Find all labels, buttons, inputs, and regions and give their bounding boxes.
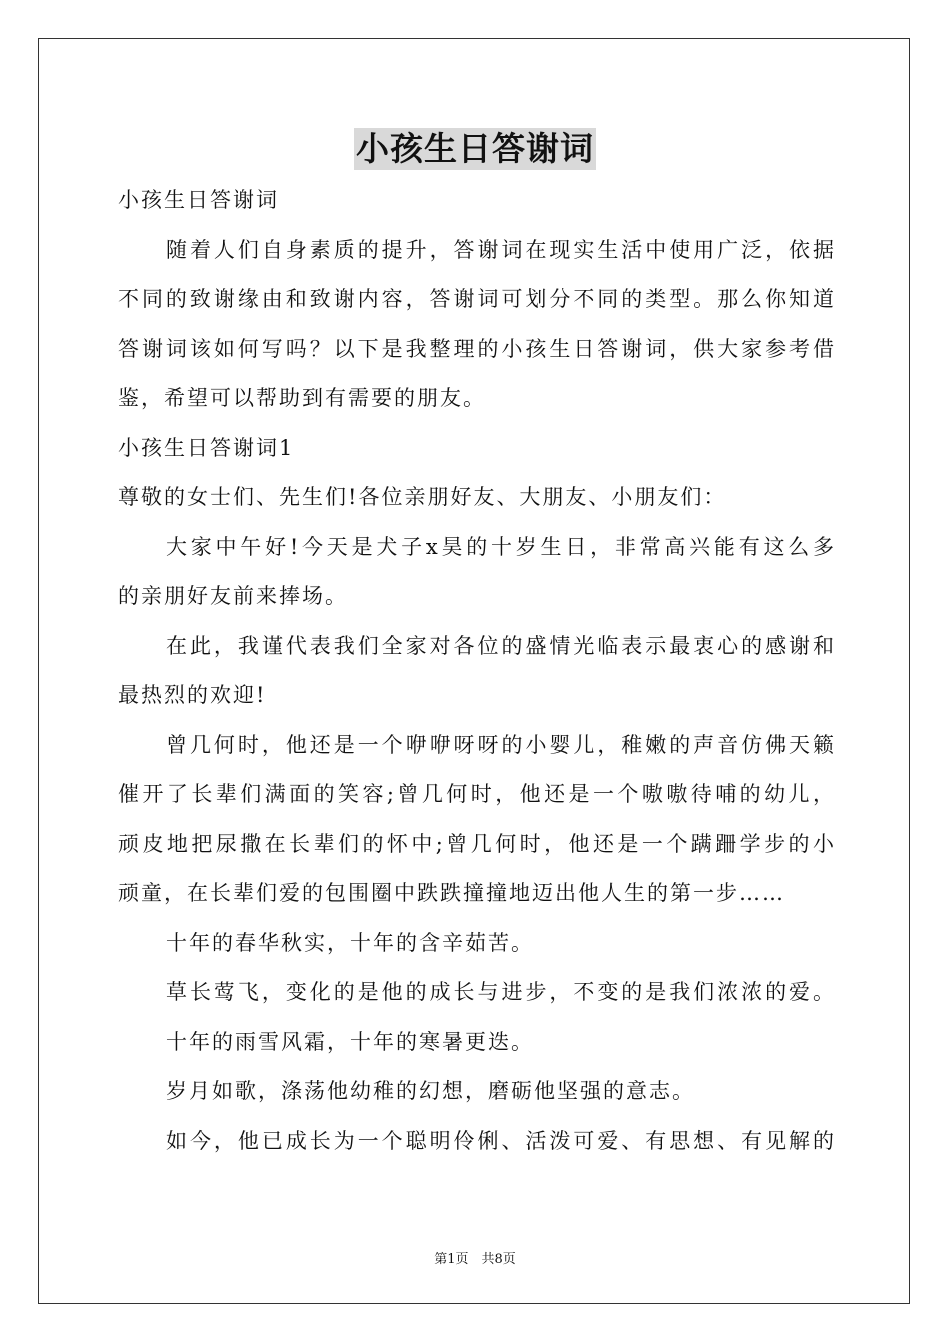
- document-title: [0, 128, 950, 170]
- paragraph-line: 随着人们自身素质的提升，答谢词在现实生活中使用广泛，依据: [166, 237, 834, 262]
- paragraph-line: 曾几何时，他还是一个咿咿呀呀的小婴儿，稚嫩的声音仿佛天籁: [166, 732, 834, 757]
- page-number-footer: 第1页 共8页: [434, 1252, 516, 1267]
- paragraph-line: 大家中午好!今天是犬子x昊的十岁生日，非常高兴能有这么多: [166, 534, 834, 559]
- paragraph-line: 草长莺飞，变化的是他的成长与进步，不变的是我们浓浓的爱。: [166, 980, 834, 1004]
- paragraph-line: 答谢词该如何写吗？以下是我整理的小孩生日答谢词，供大家参考借: [118, 336, 834, 361]
- paragraph-line: 的亲朋好友前来捧场。: [118, 584, 348, 608]
- paragraph-line: 最热烈的欢迎!: [118, 683, 267, 707]
- paragraph-line: 如今，他已成长为一个聪明伶俐、活泼可爱、有思想、有见解的: [166, 1128, 834, 1153]
- paragraph-line: 鉴，希望可以帮助到有需要的朋友。: [118, 386, 486, 410]
- document-title-text: 小孩生日答谢词: [356, 129, 594, 168]
- paragraph-line: 岁月如歌，涤荡他幼稚的幻想，磨砺他坚强的意志。: [166, 1079, 695, 1103]
- paragraph-line: 不同的致谢缘由和致谢内容，答谢词可划分不同的类型。那么你知道: [118, 287, 834, 311]
- paragraph-line: 十年的春华秋实，十年的含辛茹苦。: [166, 930, 534, 955]
- section-heading: 小孩生日答谢词1: [118, 435, 295, 460]
- paragraph-line: 顽皮地把尿撒在长辈们的怀中;曾几何时，他还是一个蹒跚学步的小: [118, 831, 834, 856]
- paragraph-line: 催开了长辈们满面的笑容;曾几何时，他还是一个嗷嗷待哺的幼儿，: [118, 782, 834, 806]
- paragraph-line: 在此，我谨代表我们全家对各位的盛情光临表示最衷心的感谢和: [166, 633, 834, 658]
- subtitle-line: 小孩生日答谢词: [118, 188, 279, 212]
- paragraph-line: 顽童，在长辈们爱的包围圈中跌跌撞撞地迈出他人生的第一步……: [118, 881, 785, 905]
- document-body: [118, 176, 834, 1166]
- salutation-line: 尊敬的女士们、先生们!各位亲朋好友、大朋友、小朋友们：: [118, 485, 727, 509]
- paragraph-line: 十年的雨雪风霜，十年的寒暑更迭。: [166, 1029, 534, 1054]
